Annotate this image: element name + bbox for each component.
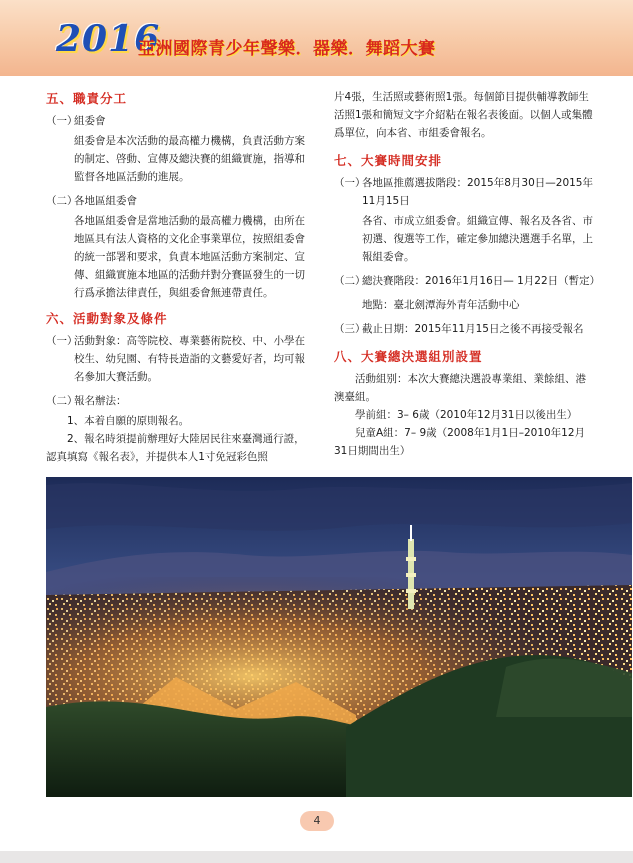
section-7-item-1 (334, 174, 596, 210)
right-column (334, 88, 601, 460)
item-number: （二） (46, 195, 78, 207)
section-7-item-2 (334, 272, 601, 290)
group-setting-line: 活動組别：本次大賽總決選設專業組、業餘組、港澳臺組。 (334, 373, 586, 403)
item-number: （二） (46, 395, 78, 407)
item-number: （一） (46, 335, 78, 347)
item-text: 活動對象：高等院校、專業藝術院校、中、小學在校生、幼兒園、有特長造詣的文藝愛好者，均可報名參加大賽活動。 (74, 335, 305, 383)
continued-paragraph: 片4張，生活照或藝術照1張。每個節目提供輔導教師生活照1張和簡短文字介紹粘在報名表後面。以個人或集體爲單位，向本省、市組委會報名。 (334, 91, 593, 139)
item-number: （二） (334, 275, 366, 287)
section-7-item-1-body: 各省、市成立組委會。組織宣傳、報名及各省、市初選、復選等工作，確定參加總決選選手名單，上報組委會。 (362, 215, 593, 263)
section-8-heading: 八、大賽總決選組別設置 (334, 349, 483, 364)
taipei-night-skyline-photo (46, 477, 632, 797)
registration-step-2: 2、報名時須提前辦理好大陸居民往來臺灣通行證，認真填寫《報名表》，并提供本人1寸免冠彩色照 (46, 433, 305, 463)
section-5-heading: 五、職責分工 (46, 91, 128, 106)
registration-step-1: 1、本着自願的原則報名。 (67, 415, 190, 427)
item-title: 總決賽階段：2016年1月16日— 1月22日（暫定） (362, 275, 601, 287)
section-7-item-3 (334, 320, 596, 338)
item-title: 報名辦法： (74, 395, 127, 407)
item-title: 各地區組委會 (74, 195, 137, 207)
page-number-badge (300, 811, 334, 831)
section-5-item-1 (46, 112, 308, 130)
item-text: 截止日期：2015年11月15日之後不再接受報名 (362, 323, 584, 335)
section-6-heading: 六、活動對象及條件 (46, 311, 168, 326)
section-6-item-1 (46, 332, 308, 386)
child-a-group-line: 兒童A組：7– 9歲（2008年1月1日–2010年12月31日期間出生） (334, 427, 586, 457)
section-5-item-1-body: 組委會是本次活動的最高權力機構，負責活動方案的制定、啓動、宣傳及總決賽的組織實施，指導和監督各地區活動的進展。 (74, 135, 305, 183)
page-number: 4 (313, 814, 321, 827)
section-5-item-2 (46, 192, 308, 210)
item-title: 組委會 (74, 115, 106, 127)
header-year: 2016 (56, 18, 161, 60)
section-6-item-2 (46, 392, 308, 410)
left-column (46, 88, 308, 466)
section-7-heading: 七、大賽時間安排 (334, 153, 443, 168)
item-number: （三） (334, 323, 366, 335)
night-cityscape-illustration (46, 477, 632, 797)
item-title: 各地區推薦選拔階段：2015年8月30日—2015年11月15日 (362, 177, 593, 207)
item-number: （一） (46, 115, 78, 127)
venue-line: 地點：臺北劍潭海外青年活動中心 (362, 299, 520, 311)
item-number: （一） (334, 177, 366, 189)
header-title: 亞洲國際青少年聲樂．器樂．舞蹈大賽 (138, 39, 436, 59)
page-header-band (0, 0, 633, 76)
footer-strip (0, 851, 633, 863)
preschool-group-line: 學前組：3– 6歲（2010年12月31日以後出生） (355, 409, 578, 421)
section-5-item-2-body: 各地區組委會是當地活動的最高權力機構，由所在地區具有法人資格的文化企事業單位，按照組委會的統一部署和要求，負責本地區活動方案制定、宣傳、組織實施本地區的活動幷對分賽區發生的一切行爲承擔法律責任，與組委會無連帶責任。 (74, 215, 305, 299)
